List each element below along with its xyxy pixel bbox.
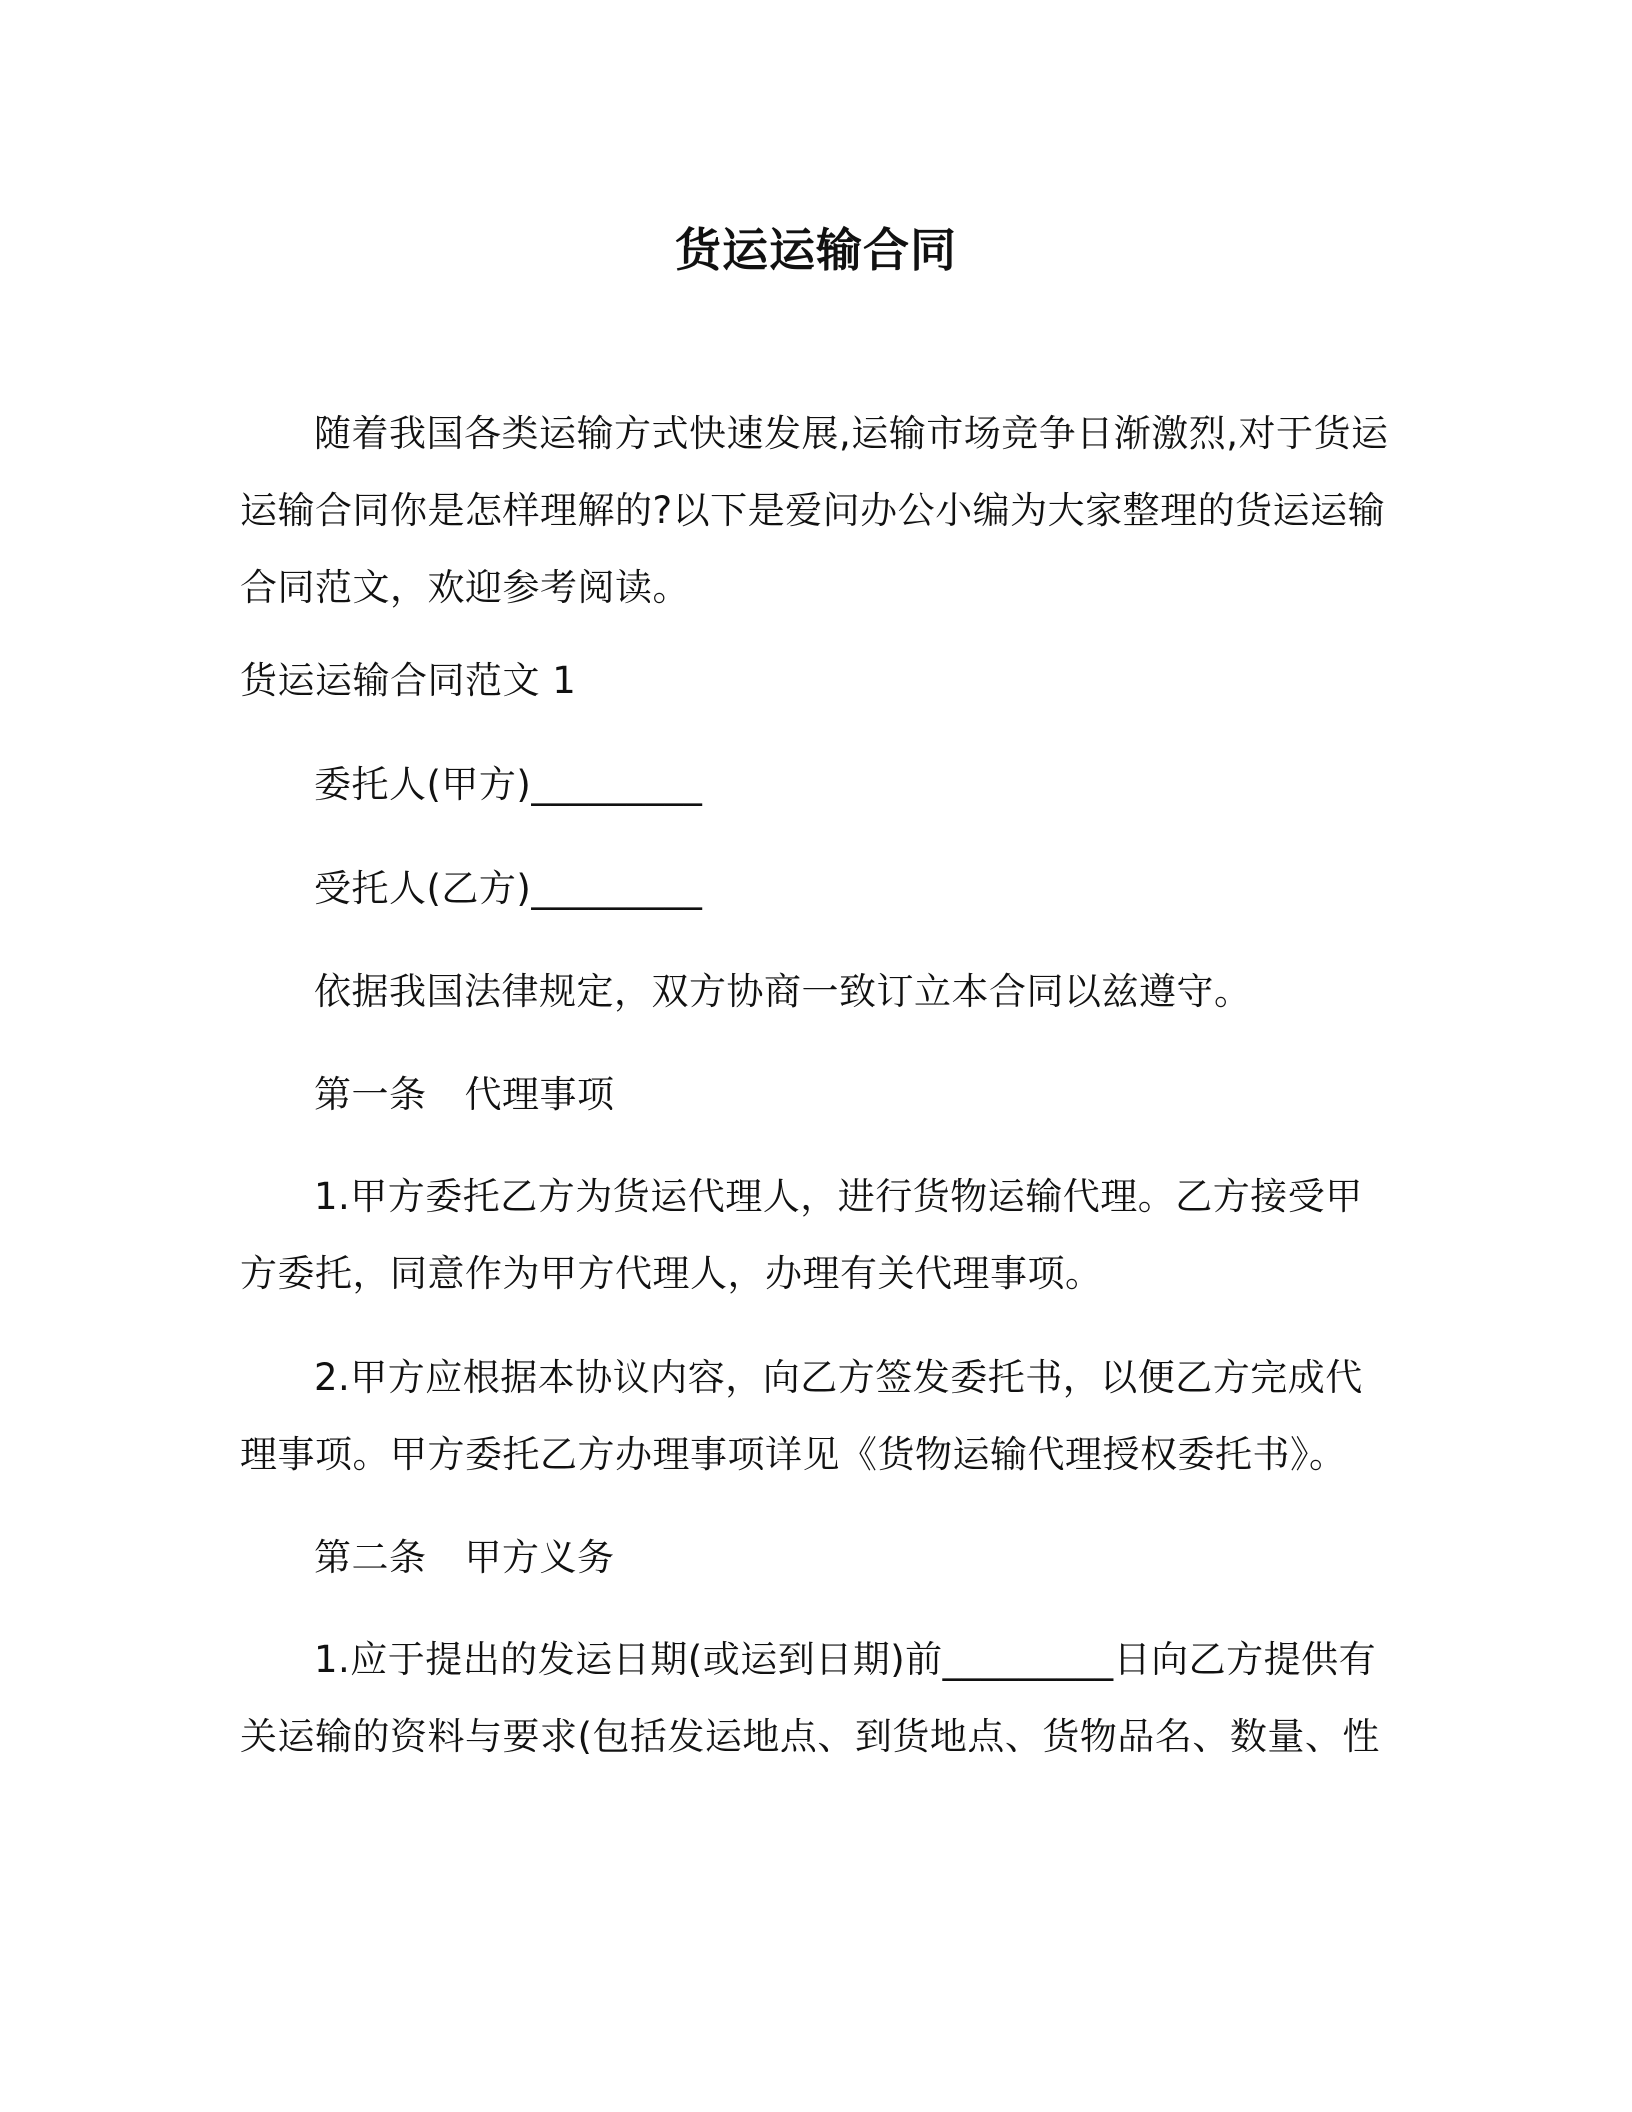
- article-2-title: 甲方义务: [464, 1536, 615, 1579]
- article-2-number: 第二条: [314, 1536, 427, 1579]
- party-a-line: 委托人(甲方)_________: [314, 763, 703, 806]
- article-1-heading: [240, 1056, 1392, 1133]
- article-1-clause-1: 1.甲方委托乙方为货运代理人，进行货物运输代理。乙方接受甲方委托，同意作为甲方代理人，办理有关代理事项。: [240, 1175, 1363, 1295]
- article-1-number: 第一条: [314, 1073, 427, 1116]
- intro-paragraph: 随着我国各类运输方式快速发展,运输市场竞争日渐激烈,对于货运运输合同你是怎样理解的?以下是爱问办公小编为大家整理的货运运输合同范文，欢迎参考阅读。: [240, 412, 1389, 609]
- basis-paragraph: 依据我国法律规定，双方协商一致订立本合同以兹遵守。: [314, 970, 1252, 1013]
- article-1-title: 代理事项: [464, 1073, 615, 1116]
- article-1-clause-2: 2.甲方应根据本协议内容，向乙方签发委托书，以便乙方完成代理事项。甲方委托乙方办理事项详见《货物运输代理授权委托书》。: [240, 1356, 1363, 1476]
- document-title: 货运运输合同: [675, 223, 957, 277]
- sample-heading: 货运运输合同范文 1: [240, 659, 577, 702]
- party-b-line: 受托人(乙方)_________: [314, 867, 703, 910]
- article-2-heading: [240, 1519, 1392, 1596]
- article-2-clause-1: 1.应于提出的发运日期(或运到日期)前_________日向乙方提供有关运输的资料与要求(包括发运地点、到货地点、货物品名、数量、性: [240, 1638, 1380, 1758]
